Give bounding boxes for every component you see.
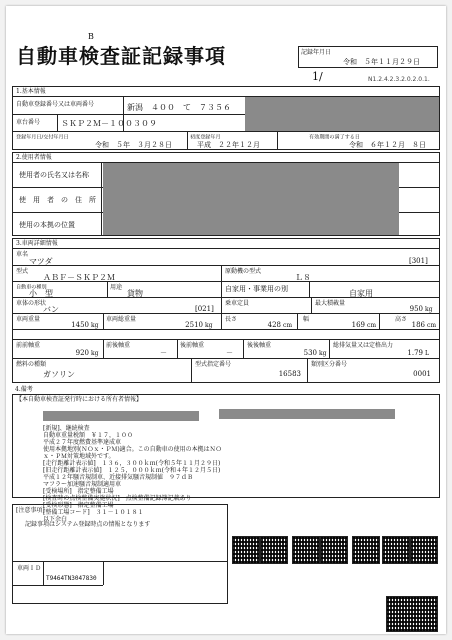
base-location-label: 使用の本拠の位置	[19, 221, 75, 229]
remark-line: [新規]、継続検査	[43, 425, 90, 432]
remark-line: [旧走行距離計表示値] １２５，０００ｋｍ(令和４年１２月５日)	[43, 467, 221, 474]
basic-info-header: 1.基本情報	[16, 88, 46, 95]
remark-line: 以下余白	[43, 516, 68, 523]
record-date-box	[298, 46, 438, 68]
kind-label: 自動車の種別	[16, 284, 47, 290]
notice-box	[12, 504, 228, 604]
type-no: 16583	[278, 370, 301, 378]
serial-number: N1.2.4.2.3.2.0.2.0.1.	[368, 76, 430, 83]
vehicle-detail-section	[12, 238, 440, 340]
reg-date-label: 登録年月日/交付年月日	[16, 134, 69, 140]
qr-code	[232, 536, 260, 564]
unit-kg: kg	[205, 322, 213, 329]
purpose-label: 自家用・事業用の別	[225, 285, 288, 293]
gross: 2510	[185, 321, 203, 329]
height: 186	[411, 321, 425, 329]
qr-code	[386, 596, 438, 632]
redaction-block	[219, 409, 395, 419]
capacity-label: 乗車定員	[225, 300, 250, 307]
basic-info-section	[12, 86, 440, 150]
corner-mark: B	[88, 32, 94, 41]
fuel-label: 燃料の種類	[16, 361, 47, 368]
unit-kg: kg	[91, 350, 99, 357]
unit-kg: kg	[91, 322, 99, 329]
remark-line: [走行距離計表示値] １３６，３００ｋｍ(令和５年１１月２９日)	[43, 460, 221, 467]
length: 428	[267, 321, 281, 329]
disp: 1.79	[407, 349, 423, 357]
engine-label: 原動機の型式	[225, 268, 262, 275]
remark-line: 平成１２年騒音規制車、近接排気騒音規制値 ９７ｄＢ	[43, 474, 194, 481]
first-reg: 平成 ２２年１２月	[197, 141, 260, 149]
unit-cm: cm	[427, 322, 437, 329]
user-address-label: 使 用 者 の 住 所	[19, 196, 96, 204]
purpose: 自家用	[349, 289, 373, 298]
remark-line: [受検形態] 指定整備工場	[43, 502, 114, 509]
document-title: 自動車検査証記録事項	[16, 44, 226, 68]
rr: 530	[303, 349, 317, 357]
use: 貨物	[127, 289, 143, 298]
width-label: 幅	[303, 316, 310, 323]
reg-no: 新潟 ４００ て ７３５６	[127, 103, 231, 112]
unit-cm: cm	[367, 322, 377, 329]
width: 169	[351, 321, 365, 329]
ff: 920	[75, 349, 89, 357]
redaction-block	[43, 411, 199, 421]
gross-label: 車両総重量	[106, 316, 137, 323]
body: バン	[43, 305, 59, 314]
ff-label: 前前軸重	[16, 342, 41, 349]
unit-kg: kg	[319, 350, 327, 357]
body-code: [021]	[195, 305, 214, 313]
disp-label: 総排気量又は定格出力	[333, 342, 394, 349]
remark-line: [整備工場コード] ３１－１０１８１	[43, 509, 144, 516]
body-label: 車体の形状	[16, 300, 47, 307]
max-load-label: 最大積載量	[315, 300, 346, 307]
remark-line: マフラー加速騒音規制適用車	[43, 481, 122, 488]
reg-no-label: 自動車登録番号又は車両番号	[16, 101, 95, 108]
inspection-certificate-page	[6, 6, 446, 634]
model-label: 型式	[16, 268, 29, 275]
rf-label: 後前軸重	[180, 342, 205, 349]
fr: －	[160, 349, 167, 357]
record-date-label: 記録年月日	[301, 49, 332, 56]
expiry-label: 有効期間の満了する日	[309, 134, 361, 140]
remark-line: [検査時の点検整備実施状況] 点検整備記録簿記載あり	[43, 495, 192, 502]
user-name-label: 使用者の氏名又は名称	[19, 171, 89, 179]
vehicle-id: T9464TN3047830	[46, 575, 97, 582]
remark-line: [受検場所] 指定整備工場	[43, 488, 114, 495]
unit-l: L	[425, 350, 429, 357]
qr-code	[382, 536, 410, 564]
use-label: 用途	[110, 284, 123, 291]
remark-line: ｘ・ＰＭ対策地域外です。	[43, 453, 115, 460]
make-code: [301]	[409, 257, 428, 265]
kind: 小 型	[29, 289, 53, 298]
fr-label: 前後軸重	[106, 342, 131, 349]
make: マツダ	[29, 257, 53, 266]
remark-line: 平成２７年度燃費基準達成車	[43, 439, 122, 446]
qr-code	[292, 536, 320, 564]
page-mark: 1/	[312, 70, 323, 83]
height-label: 高さ	[395, 316, 408, 323]
type-no-label: 型式指定番号	[195, 361, 232, 368]
length-label: 長さ	[225, 316, 238, 323]
weight-label: 車両重量	[16, 316, 41, 323]
remark-line: 自動車重量税額 ￥１７，１００	[43, 432, 134, 439]
class-no-label: 類別区分番号	[311, 361, 348, 368]
make-label: 車名	[16, 251, 29, 258]
notice-text: 記録事項はシステム登録時点の情報となります	[25, 521, 151, 528]
engine: Ｌ８	[295, 273, 311, 282]
redaction-block	[245, 97, 439, 131]
class-no: 0001	[413, 370, 431, 378]
rr-label: 後後軸重	[247, 342, 272, 349]
first-reg-label: 初度登録年月	[190, 134, 221, 140]
remarks-header: 4.備考	[15, 386, 33, 393]
redaction-block	[103, 163, 399, 235]
notice-label: [注意事項]	[16, 507, 45, 514]
fuel: ガソリン	[43, 370, 75, 379]
max-load: 950	[409, 305, 423, 313]
vehicle-id-label: 車両ＩＤ	[17, 565, 42, 572]
qr-code	[410, 536, 438, 564]
unit-kg: kg	[425, 306, 433, 313]
qr-code	[260, 536, 288, 564]
vehicle-detail-header: 3.車両詳細情報	[16, 240, 58, 247]
unit-cm: cm	[283, 322, 293, 329]
remarks-subheader: 【本自動車検査証発行時における所有者情報】	[16, 396, 143, 403]
chassis-label: 車台番号	[16, 119, 41, 126]
expiry-date: 令和 ６年１２月 ８日	[349, 141, 426, 149]
rf: －	[226, 349, 233, 357]
axle-section	[12, 339, 440, 383]
model: ＡＢＦ－ＳＫＰ２Ｍ	[43, 273, 115, 282]
reg-date: 令和 ５年 ３月２８日	[95, 141, 172, 149]
remark-line: 使用本拠地別(ＮＯｘ・ＰＭ)適合。この自動車の使用の本拠はＮＯ	[43, 446, 222, 453]
qr-code	[320, 536, 348, 564]
weight: 1450	[71, 321, 89, 329]
user-info-section	[12, 152, 440, 236]
qr-code	[352, 536, 380, 564]
chassis-no: ＳＫＰ２Ｍ－１００３０９	[61, 119, 157, 128]
record-date: 令和 ５年１１月２９日	[343, 58, 420, 66]
user-info-header: 2.使用者情報	[16, 154, 52, 161]
